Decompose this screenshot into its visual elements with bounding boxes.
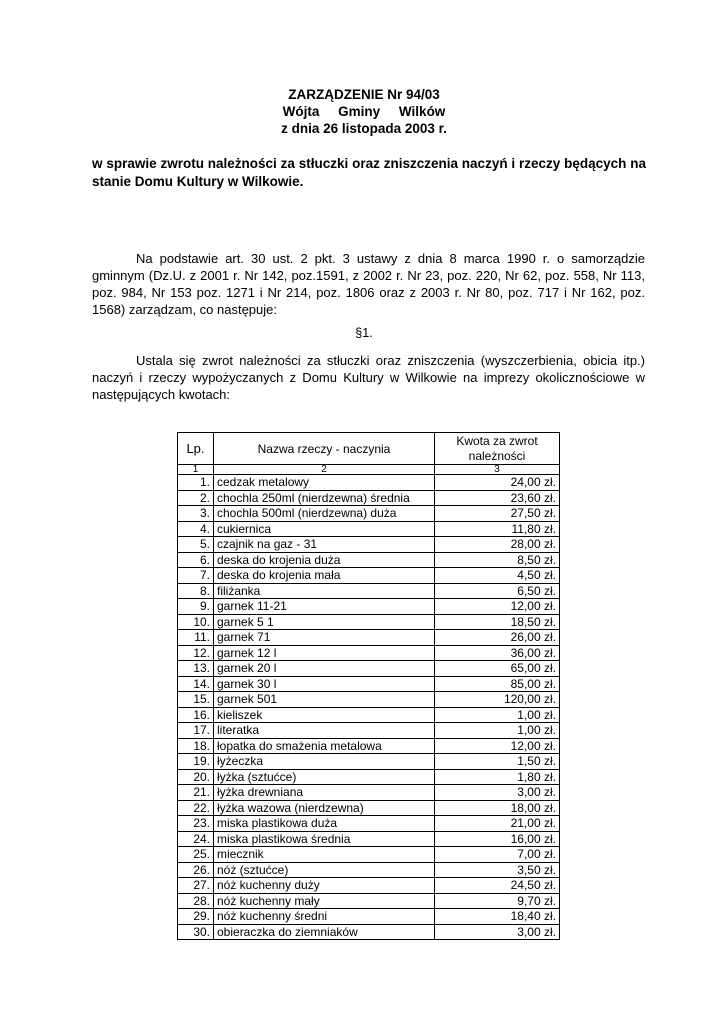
item-name: garnek 30 l — [214, 676, 435, 692]
legal-basis-paragraph: Na podstawie art. 30 ust. 2 pkt. 3 ustawy z dnia 8 marca 1990 r. o samorządzie gminnym (Dz.U. z 2001 r. Nr 142, poz.1591, z 2002 r. Nr 23, poz. 220, Nr 62, poz. 558, Nr 113, poz. 984, Nr 153 poz. 1271 i Nr 214, poz. 1806 oraz z 2003 r. Nr 80, poz. 717 i Nr 162, poz. 1568) zarządzam, co następuje: — [92, 251, 645, 317]
row-number: 16. — [178, 707, 214, 723]
order-subject: w sprawie zwrotu należności za stłuczki oraz zniszczenia naczyń i rzeczy będących na stanie Domu Kultury w Wilkowie. — [92, 156, 646, 189]
table-row — [178, 583, 560, 599]
item-name: garnek 5 1 — [214, 614, 435, 630]
item-name: miska plastikowa duża — [214, 816, 435, 832]
row-number: 20. — [178, 769, 214, 785]
item-name: nóż (sztućce) — [214, 862, 435, 878]
row-number: 30. — [178, 924, 214, 940]
item-price: 26,00 zł. — [435, 630, 560, 646]
item-name: garnek 11-21 — [214, 599, 435, 615]
item-price: 85,00 zł. — [435, 676, 560, 692]
table-row — [178, 506, 560, 522]
table-row — [178, 924, 560, 940]
column-number-row — [178, 465, 560, 475]
item-name: literatka — [214, 723, 435, 739]
item-name: łopatka do smażenia metalowa — [214, 738, 435, 754]
row-number: 17. — [178, 723, 214, 739]
row-number: 19. — [178, 754, 214, 770]
row-number: 11. — [178, 630, 214, 646]
item-name: garnek 71 — [214, 630, 435, 646]
row-number: 7. — [178, 568, 214, 584]
row-number: 29. — [178, 909, 214, 925]
item-price: 24,50 zł. — [435, 878, 560, 894]
table-row — [178, 661, 560, 677]
item-name: łyżka wazowa (nierdzewna) — [214, 800, 435, 816]
item-name: miska plastikowa średnia — [214, 831, 435, 847]
item-price: 16,00 zł. — [435, 831, 560, 847]
table-row — [178, 800, 560, 816]
column-number: 1 — [178, 465, 214, 475]
table-row — [178, 723, 560, 739]
item-name: kieliszek — [214, 707, 435, 723]
item-price: 36,00 zł. — [435, 645, 560, 661]
table-row — [178, 769, 560, 785]
row-number: 18. — [178, 738, 214, 754]
table-row — [178, 475, 560, 491]
row-number: 28. — [178, 893, 214, 909]
table-header-row — [178, 433, 560, 465]
table-row — [178, 490, 560, 506]
table-row — [178, 847, 560, 863]
table-row — [178, 645, 560, 661]
row-number: 9. — [178, 599, 214, 615]
row-number: 23. — [178, 816, 214, 832]
table-row — [178, 676, 560, 692]
header-item-name: Nazwa rzeczy - naczynia — [214, 433, 435, 465]
row-number: 12. — [178, 645, 214, 661]
row-number: 6. — [178, 552, 214, 568]
table-row — [178, 707, 560, 723]
item-price: 28,00 zł. — [435, 537, 560, 553]
table-row — [178, 831, 560, 847]
table-row — [178, 630, 560, 646]
item-name: deska do krojenia mała — [214, 568, 435, 584]
table-row — [178, 878, 560, 894]
item-name: miecznik — [214, 847, 435, 863]
fees-table — [177, 432, 560, 940]
item-price: 23,60 zł. — [435, 490, 560, 506]
item-name: chochla 250ml (nierdzewna) średnia — [214, 490, 435, 506]
row-number: 25. — [178, 847, 214, 863]
item-name: deska do krojenia duża — [214, 552, 435, 568]
item-price: 7,00 zł. — [435, 847, 560, 863]
item-price: 11,80 zł. — [435, 521, 560, 537]
table-row — [178, 754, 560, 770]
issuer-line: Wójta Gminy Wilków — [282, 104, 446, 119]
provision-paragraph: Ustala się zwrot należności za stłuczki oraz zniszczenia (wyszczerbienia, obicia itp.) naczyń i rzeczy wypożyczanych z Domu Kultury w Wilkowie na imprezy okolicznościowe w następujących kwotach: — [92, 353, 645, 402]
item-price: 8,50 zł. — [435, 552, 560, 568]
item-price: 6,50 zł. — [435, 583, 560, 599]
item-name: cukiernica — [214, 521, 435, 537]
date-line: z dnia 26 listopada 2003 r. — [281, 121, 447, 136]
item-name: łyżka (sztućce) — [214, 769, 435, 785]
row-number: 22. — [178, 800, 214, 816]
row-number: 15. — [178, 692, 214, 708]
row-number: 5. — [178, 537, 214, 553]
row-number: 26. — [178, 862, 214, 878]
table-row — [178, 521, 560, 537]
item-price: 21,00 zł. — [435, 816, 560, 832]
item-price: 1,50 zł. — [435, 754, 560, 770]
table-row — [178, 816, 560, 832]
item-price: 4,50 zł. — [435, 568, 560, 584]
table-body — [178, 475, 560, 940]
item-name: łyżka drewniana — [214, 785, 435, 801]
item-price: 1,00 zł. — [435, 723, 560, 739]
item-name: łyżeczka — [214, 754, 435, 770]
table-row — [178, 568, 560, 584]
item-name: garnek 12 l — [214, 645, 435, 661]
table-row — [178, 893, 560, 909]
item-price: 3,50 zł. — [435, 862, 560, 878]
table-row — [178, 552, 560, 568]
item-price: 3,00 zł. — [435, 785, 560, 801]
item-name: obieraczka do ziemniaków — [214, 924, 435, 940]
item-price: 24,00 zł. — [435, 475, 560, 491]
order-title: ZARZĄDZENIE Nr 94/03 — [288, 87, 440, 102]
table-row — [178, 862, 560, 878]
row-number: 27. — [178, 878, 214, 894]
item-price: 1,80 zł. — [435, 769, 560, 785]
item-name: nóż kuchenny średni — [214, 909, 435, 925]
row-number: 3. — [178, 506, 214, 522]
item-price: 9,70 zł. — [435, 893, 560, 909]
table-row — [178, 599, 560, 615]
item-price: 18,00 zł. — [435, 800, 560, 816]
item-price: 12,00 zł. — [435, 738, 560, 754]
column-number: 3 — [435, 465, 560, 475]
item-name: czajnik na gaz - 31 — [214, 537, 435, 553]
item-name: garnek 20 l — [214, 661, 435, 677]
item-price: 27,50 zł. — [435, 506, 560, 522]
column-number: 2 — [214, 465, 435, 475]
row-number: 10. — [178, 614, 214, 630]
table-row — [178, 537, 560, 553]
table-row — [178, 738, 560, 754]
row-number: 8. — [178, 583, 214, 599]
item-price: 120,00 zł. — [435, 692, 560, 708]
item-name: filiżanka — [214, 583, 435, 599]
item-price: 1,00 zł. — [435, 707, 560, 723]
row-number: 4. — [178, 521, 214, 537]
table-row — [178, 785, 560, 801]
item-price: 12,00 zł. — [435, 599, 560, 615]
header-lp: Lp. — [178, 433, 214, 465]
table-row — [178, 692, 560, 708]
item-name: nóż kuchenny duży — [214, 878, 435, 894]
item-name: nóż kuchenny mały — [214, 893, 435, 909]
document-header — [0, 86, 728, 137]
row-number: 21. — [178, 785, 214, 801]
row-number: 1. — [178, 475, 214, 491]
item-price: 65,00 zł. — [435, 661, 560, 677]
item-price: 18,40 zł. — [435, 909, 560, 925]
row-number: 13. — [178, 661, 214, 677]
item-name: cedzak metalowy — [214, 475, 435, 491]
table-row — [178, 909, 560, 925]
section-mark: §1. — [355, 326, 373, 340]
table-row — [178, 614, 560, 630]
row-number: 14. — [178, 676, 214, 692]
header-price: Kwota za zwrot należności — [435, 433, 560, 465]
item-name: garnek 501 — [214, 692, 435, 708]
item-name: chochla 500ml (nierdzewna) duża — [214, 506, 435, 522]
row-number: 2. — [178, 490, 214, 506]
item-price: 3,00 zł. — [435, 924, 560, 940]
item-price: 18,50 zł. — [435, 614, 560, 630]
row-number: 24. — [178, 831, 214, 847]
